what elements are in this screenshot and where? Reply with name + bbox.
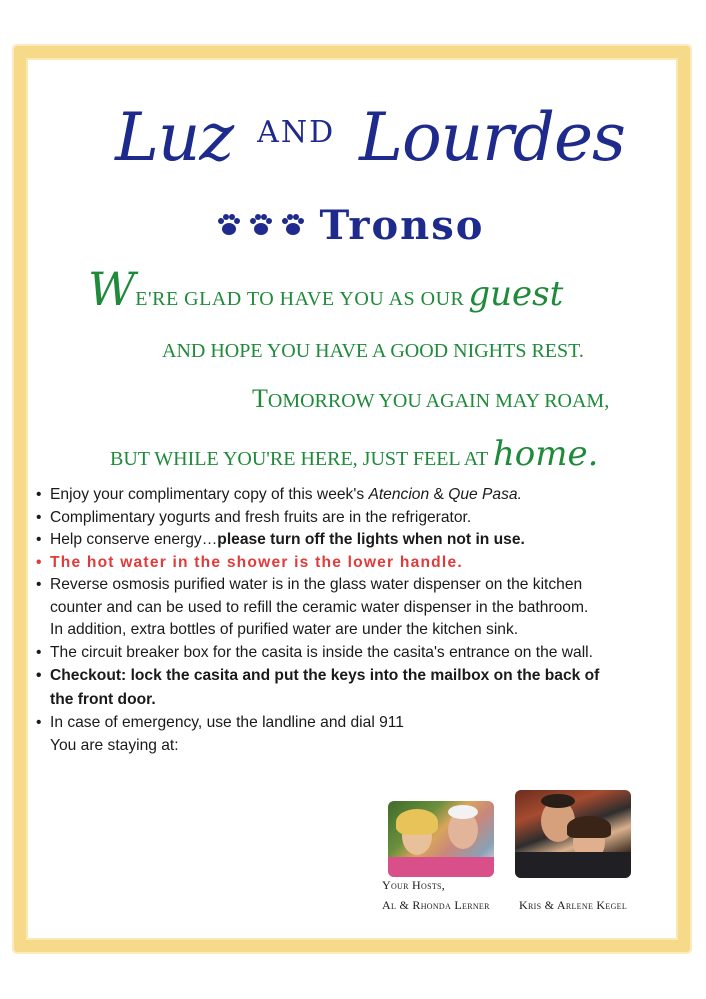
hosts-label: Your Hosts,	[382, 878, 446, 892]
poem-line-3	[252, 384, 609, 414]
note-text: In addition, extra bottles of purified water are under the kitchen sink.	[50, 621, 519, 638]
note-text: Checkout: lock the casita and put the keys into the mailbox on the back of	[50, 667, 600, 684]
guest-notes-list	[36, 484, 676, 757]
poem-text: BUT WHILE YOU'RE HERE, JUST FEEL AT	[110, 448, 488, 470]
list-item: • The circuit breaker box for the casita is inside the casita's entrance on the wall.	[36, 642, 676, 665]
poem-line-4	[110, 434, 598, 474]
title-left: Luz	[115, 99, 234, 176]
poem-text: OMORROW YOU AGAIN MAY ROAM,	[267, 390, 610, 412]
paw-icon	[248, 213, 274, 237]
list-item-alert: • The hot water in the shower is the lower handle.	[36, 552, 676, 575]
title-right: Lourdes	[359, 99, 625, 176]
host-name-2: Kris & Arlene Kegel	[519, 898, 628, 912]
drop-cap: W	[88, 262, 136, 316]
title-and: AND	[257, 115, 336, 150]
paw-prints	[216, 213, 306, 237]
page-title	[100, 78, 640, 193]
subtitle-logo	[190, 200, 510, 250]
poem-text: E'RE GLAD TO HAVE YOU AS OUR	[135, 288, 465, 310]
list-item-checkout	[36, 664, 676, 712]
host-photo-2	[515, 790, 631, 878]
poem-line-2: AND HOPE YOU HAVE A GOOD NIGHTS REST.	[162, 340, 584, 362]
list-item	[36, 484, 676, 507]
line-cap: T	[252, 384, 268, 413]
note-text: the front door.	[50, 691, 156, 708]
note-text: counter and can be used to refill the ceramic water dispenser in the bathroom.	[50, 598, 589, 616]
list-item	[36, 712, 676, 757]
note-text: Enjoy your complimentary copy of this week's	[50, 486, 369, 503]
subtitle-text: Tronso	[319, 201, 485, 249]
host-name-1: Al & Rhonda Lerner	[382, 898, 490, 912]
list-item	[36, 574, 676, 642]
paw-icon	[280, 213, 306, 237]
note-text: You are staying at:	[50, 736, 179, 754]
publication-name: Que Pasa.	[448, 486, 522, 503]
note-text: &	[429, 486, 449, 503]
note-text: In case of emergency, use the landline and dial 911	[50, 714, 404, 731]
note-text: Help conserve energy…	[50, 531, 218, 548]
publication-name: Atencion	[368, 486, 430, 503]
note-text: Reverse osmosis purified water is in the glass water dispenser on the kitchen	[50, 576, 583, 593]
host-photo-1	[388, 801, 494, 877]
title-logo	[100, 78, 640, 198]
paw-icon	[216, 213, 242, 237]
list-item	[36, 529, 676, 552]
script-word: home.	[492, 434, 599, 474]
poem-line-1	[88, 262, 563, 316]
script-word: guest	[468, 274, 564, 314]
note-emphasis: please turn off the lights when not in use.	[217, 531, 525, 548]
list-item: • Complimentary yogurts and fresh fruits are in the refrigerator.	[36, 507, 676, 530]
